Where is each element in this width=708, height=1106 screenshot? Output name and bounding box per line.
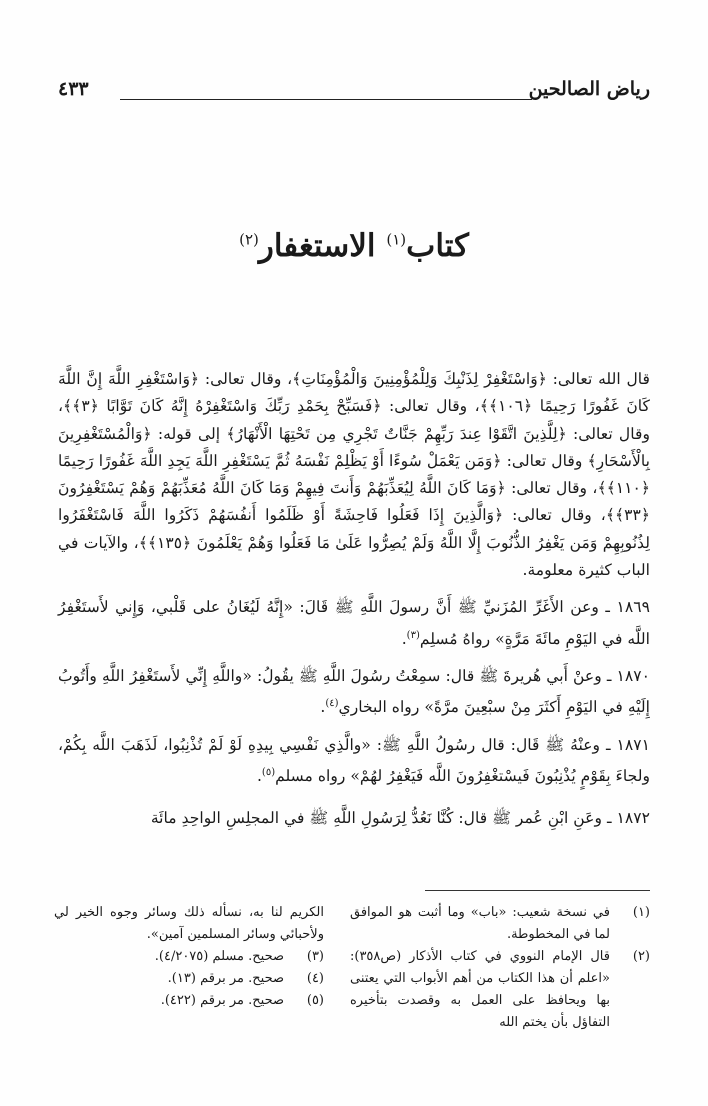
footnote-3 (54, 946, 324, 968)
intro-paragraph: قال الله تعالى: ﴿وَاسْتَغْفِرْ لِذَنْبِكَ وَلِلْمُؤْمِنِينَ وَالْمُؤْمِنَاتِ﴾، وقال تعالى: ﴿وَاسْتَغْفِرِ اللَّهَ إِنَّ اللَّهَ كَانَ غَفُورًا رَحِيمًا ﴿١٠٦﴾﴾، وقال تعالى: ﴿فَسَبِّحْ بِحَمْدِ رَبِّكَ وَاسْتَغْفِرْهُ إِنَّهُ كَانَ تَوَّابًا ﴿٣﴾﴾، وقال تعالى: ﴿لِلَّذِينَ اتَّقَوْا عِندَ رَبِّهِمْ جَنَّاتٌ تَجْرِي مِن تَحْتِهَا الْأَنْهَارُ﴾ إلى قوله: ﴿وَالْمُسْتَغْفِرِينَ بِالْأَسْحَارِ﴾ وقال تعالى: ﴿وَمَن يَعْمَلْ سُوءًا أَوْ يَظْلِمْ نَفْسَهُ ثُمَّ يَسْتَغْفِرِ اللَّهَ يَجِدِ اللَّهَ غَفُورًا رَحِيمًا ﴿١١٠﴾﴾، وقال تعالى: ﴿وَمَا كَانَ اللَّهُ لِيُعَذِّبَهُمْ وَأَنتَ فِيهِمْ وَمَا كَانَ اللَّهُ مُعَذِّبَهُمْ وَهُمْ يَسْتَغْفِرُونَ ﴿٣٣﴾﴾، وقال تعالى: ﴿وَالَّذِينَ إِذَا فَعَلُوا فَاحِشَةً أَوْ ظَلَمُوا أَنفُسَهُمْ ذَكَرُوا اللَّهَ فَاسْتَغْفَرُوا لِذُنُوبِهِمْ وَمَن يَغْفِرُ الذُّنُوبَ إِلَّا اللَّهُ وَلَمْ يُصِرُّوا عَلَىٰ مَا فَعَلُوا وَهُمْ يَعْلَمُونَ ﴿١٣٥﴾﴾، والآيات في الباب كثيرة معلومة. (58, 370, 650, 580)
footnote-ref: (٣) (406, 629, 420, 641)
footnote-ref: (٤) (325, 698, 339, 710)
footnote-ref: (٥) (261, 767, 276, 779)
footnote-number: (٣) (306, 949, 324, 964)
hadith-text: ١٨٧١ ـ وعنْهُ ﷺ قَال: قال رسُولُ اللَّهِ ﷺ: «والَّذِي نَفْسِي بِيدِهِ لَوْ لَمْ تُذْنِبُوا، لَذَهَبَ اللَّه بِكُمْ، ولجاءَ بِقَوْمٍ يُذْنِبُونَ فَيسْتغْفِرُونَ اللَّه فَيَغْفِرُ لهُمْ» رواه مسلم (58, 735, 650, 786)
hadith-tail: . (320, 698, 326, 717)
footnote-2-continued: الكريم لنا به، نسأله ذلك وسائر وجوه الخير لي ولأحبائي وسائر المسلمين آمين». (54, 905, 324, 942)
hadith-text: ١٨٦٩ ـ وعن الأَغَرِّ المُزَنيِّ ﷺ أَنَّ رسولَ اللَّهِ ﷺ قَالَ: «إِنَّهُ لَيُغَانُ على قَلْبي، وَإِني لأَستَغْفِرُ اللَّه في اليَوْمِ مائَةَ مَرَّةٍ» رواهُ مُسلِم (58, 598, 650, 648)
hadith-text: ١٨٧٢ ـ وعَنِ ابْنِ عُمر ﷺ قال: كُنَّا نَعُدُّ لِرَسُولِ اللَّهِ ﷺ في المجلِسِ الواحِدِ مائَة (150, 808, 650, 827)
page-number: ٤٣٣ (58, 78, 89, 100)
footnotes-left-column (54, 902, 324, 1012)
header-title: رياض الصالحين (528, 78, 650, 100)
footnote-text: صحيح. مسلم (٤/٢٠٧٥). (154, 949, 284, 964)
footnote-1 (350, 902, 650, 946)
footnote-number: (٢) (632, 949, 650, 964)
footnote-text: صحيح. مر برقم (١٣). (167, 971, 284, 986)
hadith-1871 (58, 732, 650, 791)
chapter-title (0, 228, 708, 264)
footnotes-right-column (350, 902, 650, 1034)
footnote-text: صحيح. مر برقم (٤٢٢). (160, 993, 284, 1008)
chapter-word: كتاب (406, 228, 469, 264)
footnote-5 (54, 990, 324, 1012)
hadith-1869 (58, 594, 650, 653)
hadith-text: ١٨٧٠ ـ وعنْ أَبي هُريرةَ ﷺ قال: سمِعْتُ رسُولَ اللَّهِ ﷺ يقُولُ: «واللَّهِ إِنِّي لأَستَغْفِرُ اللَّهِ وأَتُوبُ إِلَيْهِ في اليَوْمِ أَكثَرَ مِنْ سبْعِينَ مرَّةً» رواه البخاري (58, 667, 650, 717)
footnote-2 (350, 946, 650, 1034)
chapter-note-ref-2: (٢) (239, 230, 259, 249)
main-text (58, 366, 650, 832)
footnote-4 (54, 968, 324, 990)
footnote-rule (425, 890, 650, 891)
running-header (58, 78, 650, 108)
hadith-tail: . (401, 629, 407, 648)
hadith-1872 (58, 801, 650, 832)
footnote-number: (٥) (306, 993, 324, 1008)
chapter-subject: الاستغفار (258, 228, 376, 264)
chapter-note-ref-1: (١) (386, 230, 407, 249)
footnote-number: (٤) (306, 971, 324, 986)
footnote-text: قال الإمام النووي في كتاب الأذكار (ص٣٥٨): «اعلم أن هذا الكتاب من أهم الأبواب التي يعتنى بها ويحافظ على العمل به وقصدت بتأخيره التفاؤل بأن يختم الله (350, 949, 610, 1030)
hadith-tail: . (256, 767, 262, 786)
footnote-text: في نسخة شعيب: «باب» وما أثبت هو الموافق لما في المخطوطة. (350, 905, 610, 942)
footnote-number: (١) (632, 905, 650, 920)
hadith-1870 (58, 663, 650, 722)
header-rule (120, 99, 532, 100)
